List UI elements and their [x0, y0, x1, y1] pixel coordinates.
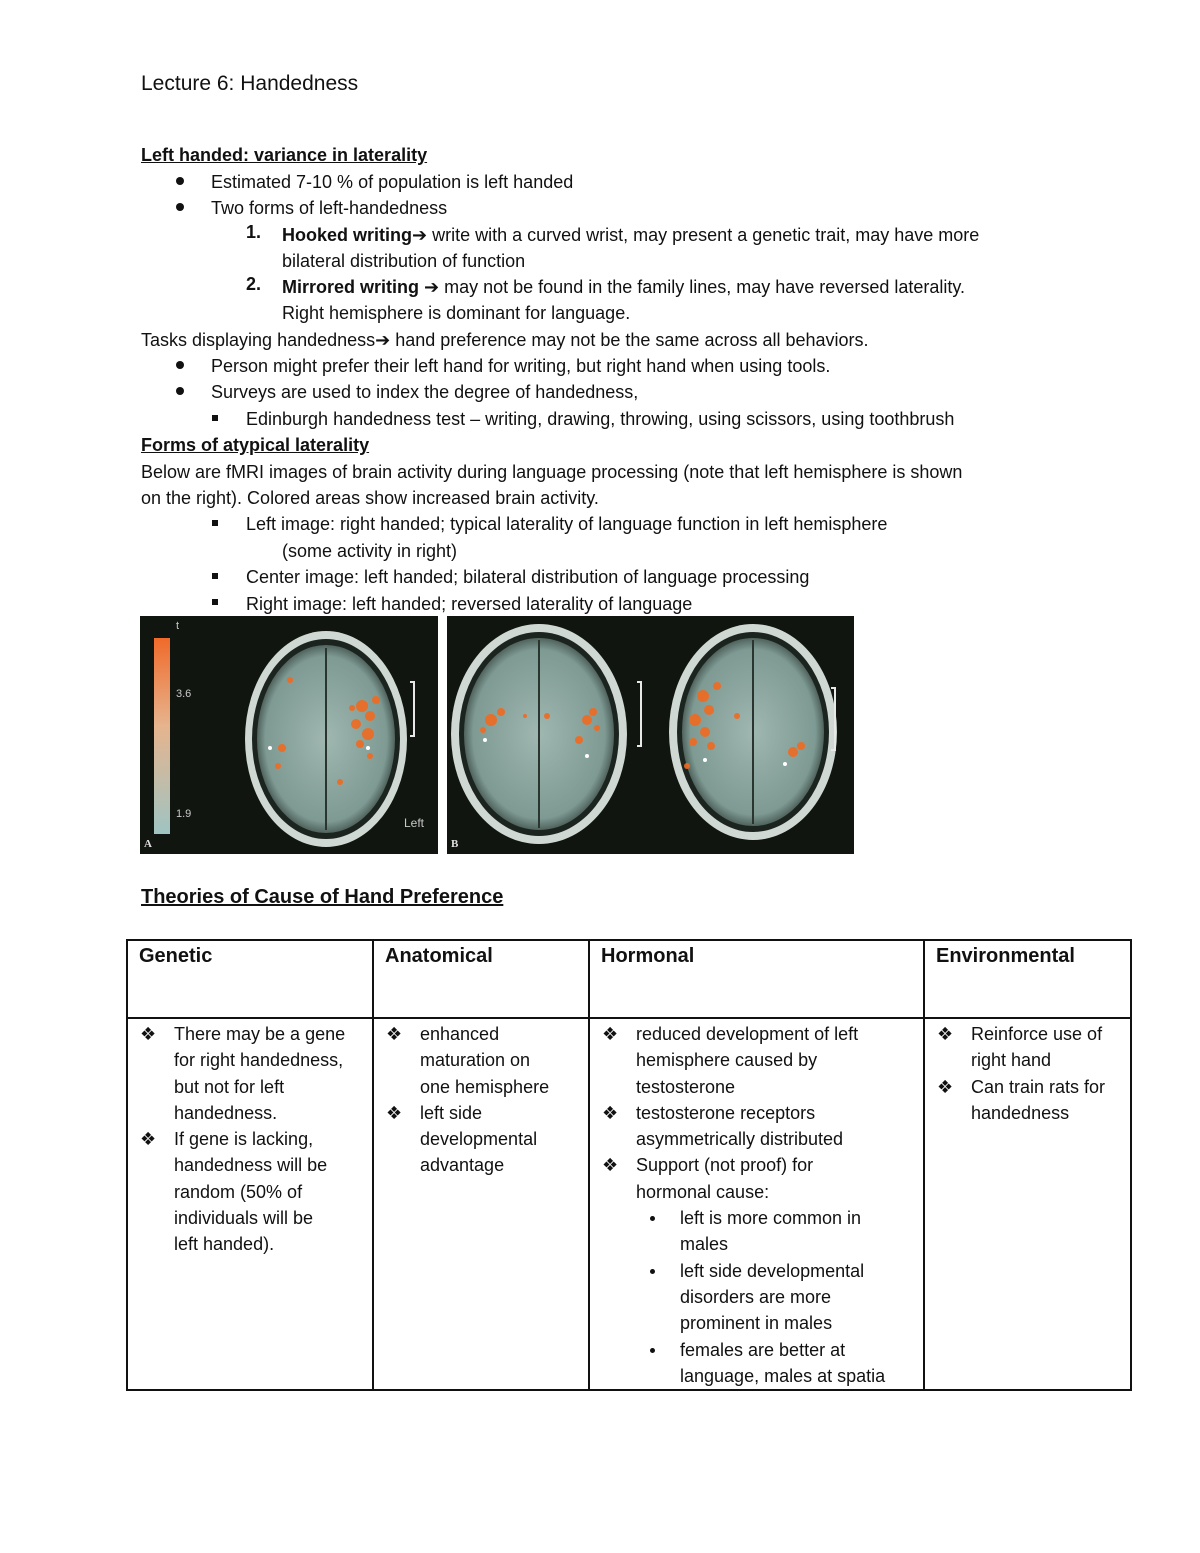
sub-bullet-text: Edinburgh handedness test – writing, drawing, throwing, using scissors, using toothbrush — [246, 409, 955, 429]
panel-label-a: A — [144, 838, 152, 850]
list-item: ❖ left side developmental advantage — [374, 1100, 588, 1179]
list-item: ❖ testosterone receptors asymmetrically distributed — [590, 1100, 923, 1153]
list-item: ❖ Support (not proof) for hormonal cause: — [590, 1152, 923, 1205]
diamond-bullet-icon: ❖ — [140, 1024, 157, 1044]
square-bullet-icon — [212, 573, 218, 579]
panel-label-b: B — [451, 838, 459, 850]
scale-low-label: 1.9 — [176, 808, 192, 820]
fmri-image-b — [447, 616, 854, 854]
theories-heading: Theories of Cause of Hand Preference — [141, 886, 504, 908]
lecture-title: Lecture 6: Handedness — [141, 72, 359, 95]
square-bullet-icon — [212, 599, 218, 605]
fmri-figure-b — [447, 616, 854, 854]
sub-list-item: females are better at language, males at spatia — [590, 1337, 923, 1390]
list-item: ❖ If gene is lacking, handedness will be random (50% of individuals will be left handed). — [128, 1126, 372, 1257]
item-text: Center image: left handed; bilateral distribution of language processing — [246, 567, 810, 587]
cell-genetic — [127, 1018, 373, 1390]
diamond-bullet-icon: ❖ — [140, 1129, 157, 1150]
intro-text: on the right). Colored areas show increased brain activity. — [141, 488, 599, 508]
cell-anatomical — [373, 1018, 589, 1390]
square-bullet-icon — [212, 520, 218, 526]
list-item: ❖ Reinforce use of right hand — [925, 1021, 1130, 1074]
scale-high-label: 3.6 — [176, 688, 192, 700]
diamond-bullet-icon: ❖ — [602, 1102, 619, 1123]
section-heading-left-handed: Left handed: variance in laterality — [141, 145, 428, 165]
bullet-icon — [176, 203, 184, 211]
list-item: ❖ Can train rats for handedness — [925, 1074, 1130, 1127]
list-number: 2. — [246, 274, 262, 294]
fmri-figure-a — [140, 616, 438, 854]
diamond-bullet-icon: ❖ — [937, 1076, 954, 1097]
sub-list-item: left side developmental disorders are more prominent in males — [590, 1258, 923, 1337]
arrow-icon: ➔ — [375, 330, 391, 350]
bullet-text: Two forms of left-handedness — [211, 198, 448, 218]
diamond-bullet-icon: ❖ — [386, 1102, 403, 1123]
square-bullet-icon — [212, 415, 218, 421]
table-header-row — [127, 940, 1131, 1018]
form-mirrored-cont: Right hemisphere is dominant for language. — [282, 303, 631, 323]
list-number: 1. — [246, 222, 262, 242]
bullet-icon — [650, 1216, 655, 1221]
column-header-anatomical: Anatomical — [373, 940, 589, 1018]
list-item: ❖ There may be a gene for right handedness, but not for left handedness. — [128, 1021, 372, 1126]
list-item: ❖ enhanced maturation on one hemisphere — [374, 1021, 588, 1100]
column-header-environmental: Environmental — [924, 940, 1131, 1018]
bullet-icon — [650, 1348, 655, 1353]
tasks-line: Tasks displaying handedness➔ hand preference may not be the same across all behaviors. — [141, 330, 869, 350]
theories-table — [126, 939, 1132, 1391]
bullet-icon — [650, 1269, 655, 1274]
diamond-bullet-icon: ❖ — [386, 1024, 403, 1044]
form-mirrored-writing: Mirrored writing ➔ may not be found in the family lines, may have reversed laterality. — [282, 277, 966, 297]
bullet-icon — [176, 361, 184, 369]
scale-label: t — [176, 620, 180, 632]
list-item: ❖ reduced development of left hemisphere caused by testosterone — [590, 1021, 923, 1100]
item-text: Right image: left handed; reversed laterality of language — [246, 594, 693, 614]
intro-text: Below are fMRI images of brain activity during language processing (note that left hemisphere is shown — [141, 462, 963, 482]
cell-hormonal — [589, 1018, 924, 1390]
cell-environmental — [924, 1018, 1131, 1390]
diamond-bullet-icon: ❖ — [937, 1024, 954, 1044]
column-header-hormonal: Hormonal — [589, 940, 924, 1018]
arrow-icon: ➔ — [419, 277, 440, 297]
arrow-icon: ➔ — [412, 225, 428, 245]
item-text: Left image: right handed; typical laterality of language function in left hemisphere — [246, 514, 888, 534]
left-label: Left — [404, 816, 425, 830]
diamond-bullet-icon: ❖ — [602, 1024, 619, 1044]
column-header-genetic: Genetic — [127, 940, 373, 1018]
sub-list-item: left is more common in males — [590, 1205, 923, 1258]
bullet-text: Estimated 7-10 % of population is left handed — [211, 172, 574, 192]
form-hooked-writing: Hooked writing➔ write with a curved wrist, may present a genetic trait, may have more — [282, 225, 980, 245]
table-row — [127, 1018, 1131, 1390]
diamond-bullet-icon: ❖ — [602, 1155, 619, 1176]
bullet-icon — [176, 177, 184, 185]
bullet-icon — [176, 387, 184, 395]
bullet-text: Person might prefer their left hand for writing, but right hand when using tools. — [211, 356, 831, 376]
section-heading-atypical: Forms of atypical laterality — [141, 435, 370, 455]
form-hooked-cont: bilateral distribution of function — [282, 251, 526, 271]
bullet-text: Surveys are used to index the degree of handedness, — [211, 382, 639, 402]
item-text-cont: (some activity in right) — [282, 541, 458, 561]
